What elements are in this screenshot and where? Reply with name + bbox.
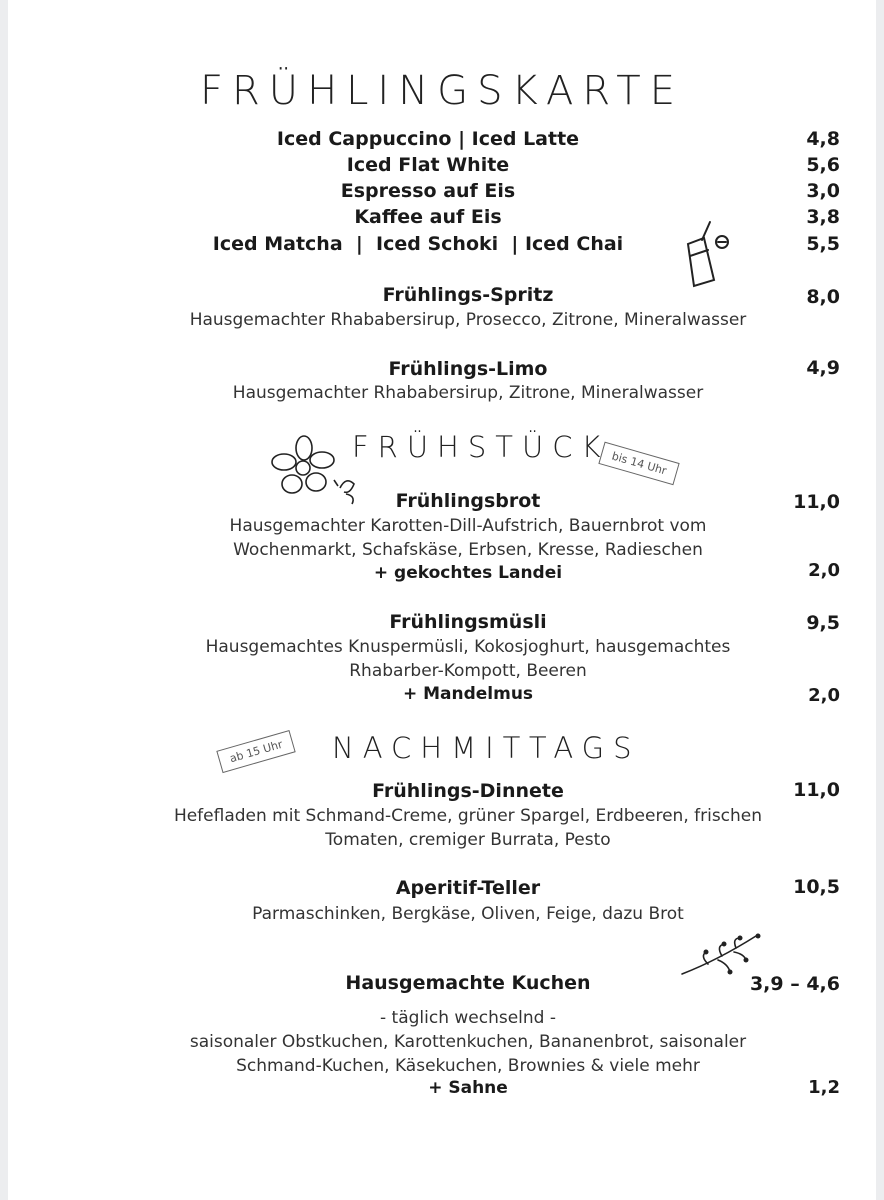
fruehlingsbrot-description-line-1: Hausgemachter Karotten-Dill-Aufstrich, Bauernbrot vom bbox=[229, 516, 707, 536]
fruehlingsbrot-price: 11,0 bbox=[793, 491, 840, 513]
limo-price: 4,9 bbox=[806, 357, 840, 379]
dinnete-description-line-1: Hefefladen mit Schmand-Creme, grüner Spargel, Erdbeeren, frischen bbox=[173, 806, 763, 826]
drink-item-4: Kaffee auf Eis bbox=[354, 206, 502, 228]
dinnete-price: 11,0 bbox=[793, 779, 840, 801]
aperitif-name: Aperitif-Teller bbox=[395, 877, 541, 899]
stamp-ab-15-uhr: ab 15 Uhr bbox=[216, 730, 296, 773]
limo-name: Frühlings-Limo bbox=[388, 358, 548, 380]
page-title: FRÜHLINGSKARTE bbox=[199, 68, 685, 114]
fruehlingsbrot-name: Frühlingsbrot bbox=[395, 490, 541, 512]
drink-item-2: Iced Flat White bbox=[346, 154, 510, 176]
fruehlingsmuesli-description-line-1: Hausgemachtes Knuspermüsli, Kokosjoghurt, hausgemachtes bbox=[205, 637, 731, 657]
dinnete-description-line-2: Tomaten, cremiger Burrata, Pesto bbox=[325, 830, 611, 850]
spritz-description: Hausgemachter Rhababersirup, Prosecco, Zitrone, Mineralwasser bbox=[189, 310, 747, 330]
section-heading-nachmittags: NACHMITTAGS bbox=[332, 731, 641, 765]
spritz-name: Frühlings-Spritz bbox=[382, 284, 554, 306]
drink-price-2: 5,6 bbox=[806, 154, 840, 176]
aperitif-description: Parmaschinken, Bergkäse, Oliven, Feige, dazu Brot bbox=[252, 904, 684, 924]
kuchen-name: Hausgemachte Kuchen bbox=[345, 972, 591, 994]
fruehlingsbrot-addon-price: 2,0 bbox=[808, 560, 840, 581]
aperitif-price: 10,5 bbox=[793, 876, 840, 898]
fruehlingsmuesli-addon-price: 2,0 bbox=[808, 685, 840, 706]
dinnete-name: Frühlings-Dinnete bbox=[372, 780, 564, 802]
limo-description: Hausgemachter Rhababersirup, Zitrone, Mineralwasser bbox=[232, 383, 704, 403]
menu-page bbox=[8, 0, 876, 1200]
kuchen-price: 3,9 – 4,6 bbox=[749, 973, 840, 995]
kuchen-description-line-2: Schmand-Kuchen, Käsekuchen, Brownies & viele mehr bbox=[236, 1056, 700, 1076]
kuchen-addon-price: 1,2 bbox=[808, 1077, 840, 1098]
drink-item-3: Espresso auf Eis bbox=[340, 180, 516, 202]
kuchen-subtitle: - täglich wechselnd - bbox=[379, 1008, 556, 1028]
drink-item-1: Iced Cappuccino | Iced Latte bbox=[276, 128, 580, 150]
kuchen-addon: + Sahne bbox=[428, 1078, 508, 1098]
kuchen-description-line-1: saisonaler Obstkuchen, Karottenkuchen, Bananenbrot, saisonaler bbox=[189, 1032, 747, 1052]
fruehlingsbrot-addon: + gekochtes Landei bbox=[373, 563, 563, 583]
fruehlingsmuesli-name: Frühlingsmüsli bbox=[389, 611, 547, 633]
drink-price-5: 5,5 bbox=[806, 233, 840, 255]
fruehlingsmuesli-description-line-2: Rhabarber-Kompott, Beeren bbox=[349, 661, 587, 681]
drink-price-4: 3,8 bbox=[806, 206, 840, 228]
spritz-price: 8,0 bbox=[806, 286, 840, 308]
drink-price-3: 3,0 bbox=[806, 180, 840, 202]
fruehlingsmuesli-price: 9,5 bbox=[806, 612, 840, 634]
drink-price-1: 4,8 bbox=[806, 128, 840, 150]
fruehlingsmuesli-addon: + Mandelmus bbox=[402, 684, 534, 704]
drink-item-5: Iced Matcha | Iced Schoki | Iced Chai bbox=[212, 233, 624, 255]
stamp-bis-14-uhr: bis 14 Uhr bbox=[598, 442, 680, 486]
section-heading-fruehstueck: FRÜHSTÜCK bbox=[352, 430, 610, 464]
fruehlingsbrot-description-line-2: Wochenmarkt, Schafskäse, Erbsen, Kresse, Radieschen bbox=[233, 540, 703, 560]
